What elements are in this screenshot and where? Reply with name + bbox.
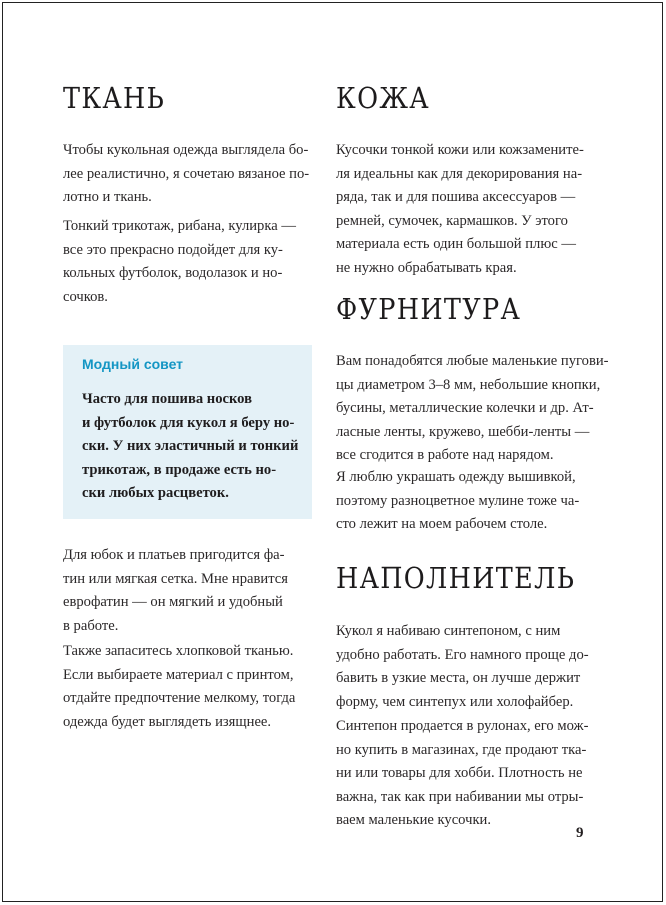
text-line: ремней, сумочек, кармашков. У этого — [336, 212, 568, 229]
text-line: Для юбок и платьев пригодится фа- — [63, 547, 285, 563]
heading-hardware: ФУРНИТУРА — [336, 292, 522, 326]
text-line: бусины, металлические колечки и др. Ат- — [336, 400, 594, 416]
text-line: все это прекрасно подойдет для ку- — [63, 241, 283, 258]
text-line: важна, так как при набивании мы отры- — [336, 788, 584, 805]
text-line: тин или мягкая сетка. Мне нравится — [63, 570, 288, 587]
hardware-paragraph-2 — [336, 466, 586, 537]
text-line: одежда будет выглядеть изящнее. — [63, 713, 272, 730]
leather-paragraph-1 — [336, 139, 586, 280]
text-line: Кусочки тонкой кожи или кожзамените- — [336, 142, 584, 158]
text-line: и футболок для кукол я беру но- — [82, 414, 295, 431]
text-line: ски. У них эластичный и тонкий — [82, 438, 299, 454]
text-line: в работе. — [63, 617, 119, 634]
text-line: все сгодится в работе над нарядом. — [336, 447, 554, 463]
text-line: ласные ленты, кружево, шебби-ленты — — [336, 423, 590, 440]
text-line: отдайте предпочтение мелкому, тогда — [63, 690, 296, 706]
text-line: цы диаметром 3–8 мм, небольшие кнопки, — [336, 376, 601, 393]
text-line: кольных футболок, водолазок и но- — [63, 265, 283, 281]
text-line: не нужно обрабатывать края. — [336, 259, 517, 276]
hardware-paragraph-1 — [336, 350, 609, 468]
tip-text — [82, 388, 307, 506]
text-line: Я люблю украшать одежду вышивкой, — [336, 469, 576, 485]
heading-fabric: ТКАНЬ — [63, 81, 166, 115]
text-line: ряда, так и для пошива аксессуаров — — [336, 189, 576, 205]
text-line: Вам понадобятся любые маленькие пугови- — [336, 353, 609, 369]
text-line: Чтобы кукольная одежда выглядела бо- — [63, 142, 309, 158]
text-line: Тонкий трикотаж, рибана, кулирка — — [63, 218, 296, 234]
filler-paragraph-1 — [336, 620, 589, 714]
text-line: ни или товары для хобби. Плотность не — [336, 765, 583, 781]
text-line: трикотаж, в продаже есть но- — [82, 461, 277, 478]
text-line: Если выбираете материал с принтом, — [63, 666, 294, 683]
text-line: удобно работать. Его намного проще до- — [336, 646, 589, 663]
text-line: сочков. — [63, 288, 108, 305]
text-line: Синтепон продается в рулонах, его мож- — [336, 718, 589, 734]
fabric-paragraph-2 — [63, 215, 313, 309]
text-line: ски любых расцветок. — [82, 485, 229, 501]
filler-paragraph-2 — [336, 715, 589, 833]
fabric-paragraph-4 — [63, 640, 313, 734]
heading-leather: КОЖА — [336, 81, 430, 115]
text-line: поэтому разноцветное мулине тоже ча- — [336, 492, 580, 509]
fabric-paragraph-1 — [63, 139, 313, 210]
fabric-paragraph-3 — [63, 544, 313, 638]
text-line: материала есть один большой плюс — — [336, 236, 576, 252]
text-line: Также запаситесь хлопковой тканью. — [63, 643, 294, 659]
text-line: ля идеальны как для декорирования на- — [336, 165, 583, 182]
page-number: 9 — [576, 825, 584, 841]
text-line: лее реалистично, я сочетаю вязаное по- — [63, 165, 310, 182]
text-line: Кукол я набиваю синтепоном, с ним — [336, 623, 561, 639]
tip-title: Модный совет — [82, 356, 184, 372]
text-line: но купить в магазинах, где продают тка- — [336, 741, 587, 758]
heading-filler: НАПОЛНИТЕЛЬ — [336, 561, 576, 595]
text-line: ваем маленькие кусочки. — [336, 812, 491, 828]
book-page — [2, 2, 663, 902]
text-line: Часто для пошива носков — [82, 391, 252, 407]
text-line: бавить в узкие места, он лучше держит — [336, 670, 581, 686]
text-line: лотно и ткань. — [63, 189, 152, 205]
text-line: сто лежит на моем рабочем столе. — [336, 516, 548, 532]
fashion-tip-box — [63, 345, 312, 519]
text-line: форму, чем синтепух или холофайбер. — [336, 693, 574, 710]
text-line: еврофатин — он мягкий и удобный — [63, 594, 283, 610]
